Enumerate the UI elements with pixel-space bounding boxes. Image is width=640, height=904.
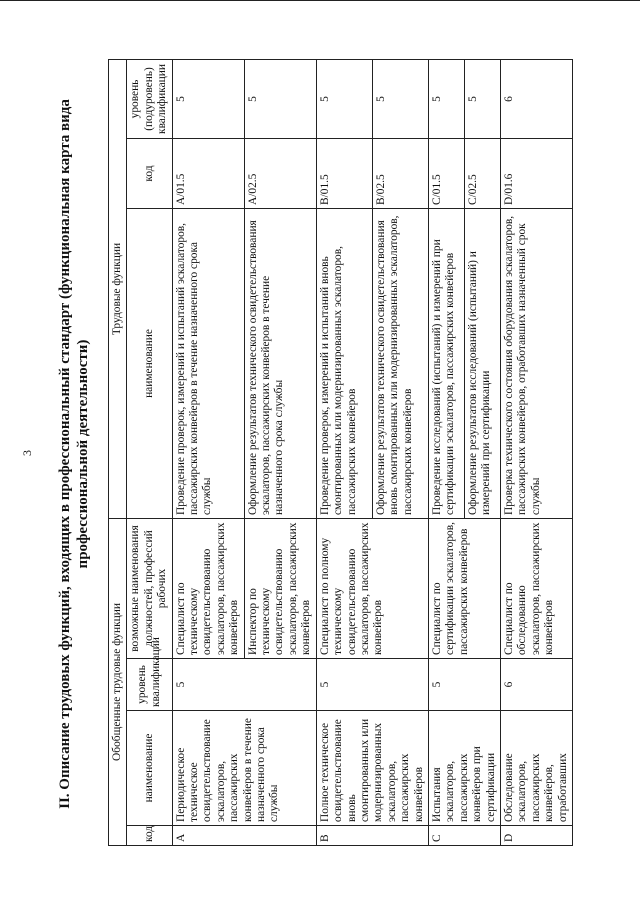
section-heading [56, 59, 92, 849]
header-row-groups [109, 60, 127, 846]
header-code: код [127, 826, 172, 846]
table-row-a [172, 60, 244, 846]
row-level: 6 [500, 659, 572, 711]
row-name: Периодическое техническое освидетельствование эскалаторов, пассажирских конвейеров в течение назначенного срока службы [172, 711, 316, 826]
header-labor-functions: Трудовые функции [109, 60, 127, 519]
header-level: уровень квалификации [127, 659, 172, 711]
function-level: 5 [172, 60, 244, 139]
function-level: 5 [372, 60, 428, 139]
row-positions [316, 519, 428, 659]
position-item: Специалист по полному техническому освидетельствованию эскалаторов, пассажирских конвейеров [318, 522, 385, 655]
row-level: 5 [172, 659, 316, 711]
header-tf-name: наименование [127, 209, 172, 519]
function-level: 6 [500, 60, 572, 139]
function-code: B/01.5 [316, 139, 372, 209]
function-code: A/01.5 [172, 139, 244, 209]
function-name: Оформление результатов технического освидетельствования вновь смонтированных или модернизированных эскалаторов, пассажирских конвейеров [372, 209, 428, 519]
function-code: C/02.5 [464, 139, 500, 209]
function-code: B/02.5 [372, 139, 428, 209]
position-item: Специалист по техническому освидетельствованию эскалаторов, пассажирских конвейеров [174, 522, 241, 655]
row-code: B [316, 826, 428, 846]
position-item: Специалист по сертификации эскалаторов, пассажирских конвейеров [430, 522, 470, 655]
position-item: Специалист по обследованию эскалаторов, пассажирских конвейеров [502, 522, 556, 655]
function-name: Проведение проверок, измерений и испытаний вновь смонтированных или модернизированных эскалаторов, пассажирских конвейеров [316, 209, 372, 519]
function-name: Оформление результатов исследований (испытаний) и измерений при сертификации [464, 209, 500, 519]
header-name: наименование [127, 711, 172, 826]
function-code: C/01.5 [428, 139, 464, 209]
functional-map-table [108, 59, 573, 846]
row-name: Полное техническое освидетельствование вновь смонтированных или модернизированных эскалаторов, пассажирских конвейеров [316, 711, 428, 826]
function-name: Проведение исследований (испытаний) и измерений при сертификации эскалаторов, пассажирских конвейеров [428, 209, 464, 519]
table-row-d [500, 60, 572, 846]
function-name: Проведение проверок, измерений и испытаний эскалаторов, пассажирских конвейеров в течение назначенного срока службы [172, 209, 244, 519]
header-tf-code: код [127, 139, 172, 209]
function-level: 5 [316, 60, 372, 139]
function-code: D/01.6 [500, 139, 572, 209]
function-code: A/02.5 [244, 139, 316, 209]
row-code: A [172, 826, 316, 846]
function-name: Оформление результатов технического освидетельствования эскалаторов, пассажирских конвейеров в течение назначенного срока службы [244, 209, 316, 519]
heading-line-2: профессиональной деятельности) [75, 339, 91, 569]
header-generalized-functions: Обобщенные трудовые функции [109, 519, 127, 846]
function-name: Проверка технического состояния оборудования эскалаторов, пассажирских конвейеров, отработавших назначенный срок службы [500, 209, 572, 519]
heading-line-1: II. Описание трудовых функций, входящих в профессиональный стандарт (функциональная карта вида [57, 99, 73, 809]
row-level: 5 [428, 659, 500, 711]
position-item: Инспектор по техническому освидетельствованию эскалаторов, пассажирских конвейеров [244, 519, 314, 658]
function-level: 5 [428, 60, 464, 139]
header-positions: возможные наименования должностей, профессий рабочих [127, 519, 172, 659]
row-name: Испытания эскалаторов, пассажирских конвейеров при сертификации [428, 711, 500, 826]
table-row-b [316, 60, 372, 846]
row-positions [172, 519, 316, 659]
header-row-columns [127, 60, 172, 846]
row-name: Обследование эскалаторов, пассажирских конвейеров, отработавших [500, 711, 572, 826]
header-tf-level: уровень (подуровень) квалификации [127, 60, 172, 139]
row-level: 5 [316, 659, 428, 711]
row-code: C [428, 826, 500, 846]
row-positions [428, 519, 500, 659]
row-positions [500, 519, 572, 659]
row-code: D [500, 826, 572, 846]
table-row-c [428, 60, 464, 846]
page-number: 3 [20, 450, 34, 456]
function-level: 5 [464, 60, 500, 139]
function-level: 5 [244, 60, 316, 139]
